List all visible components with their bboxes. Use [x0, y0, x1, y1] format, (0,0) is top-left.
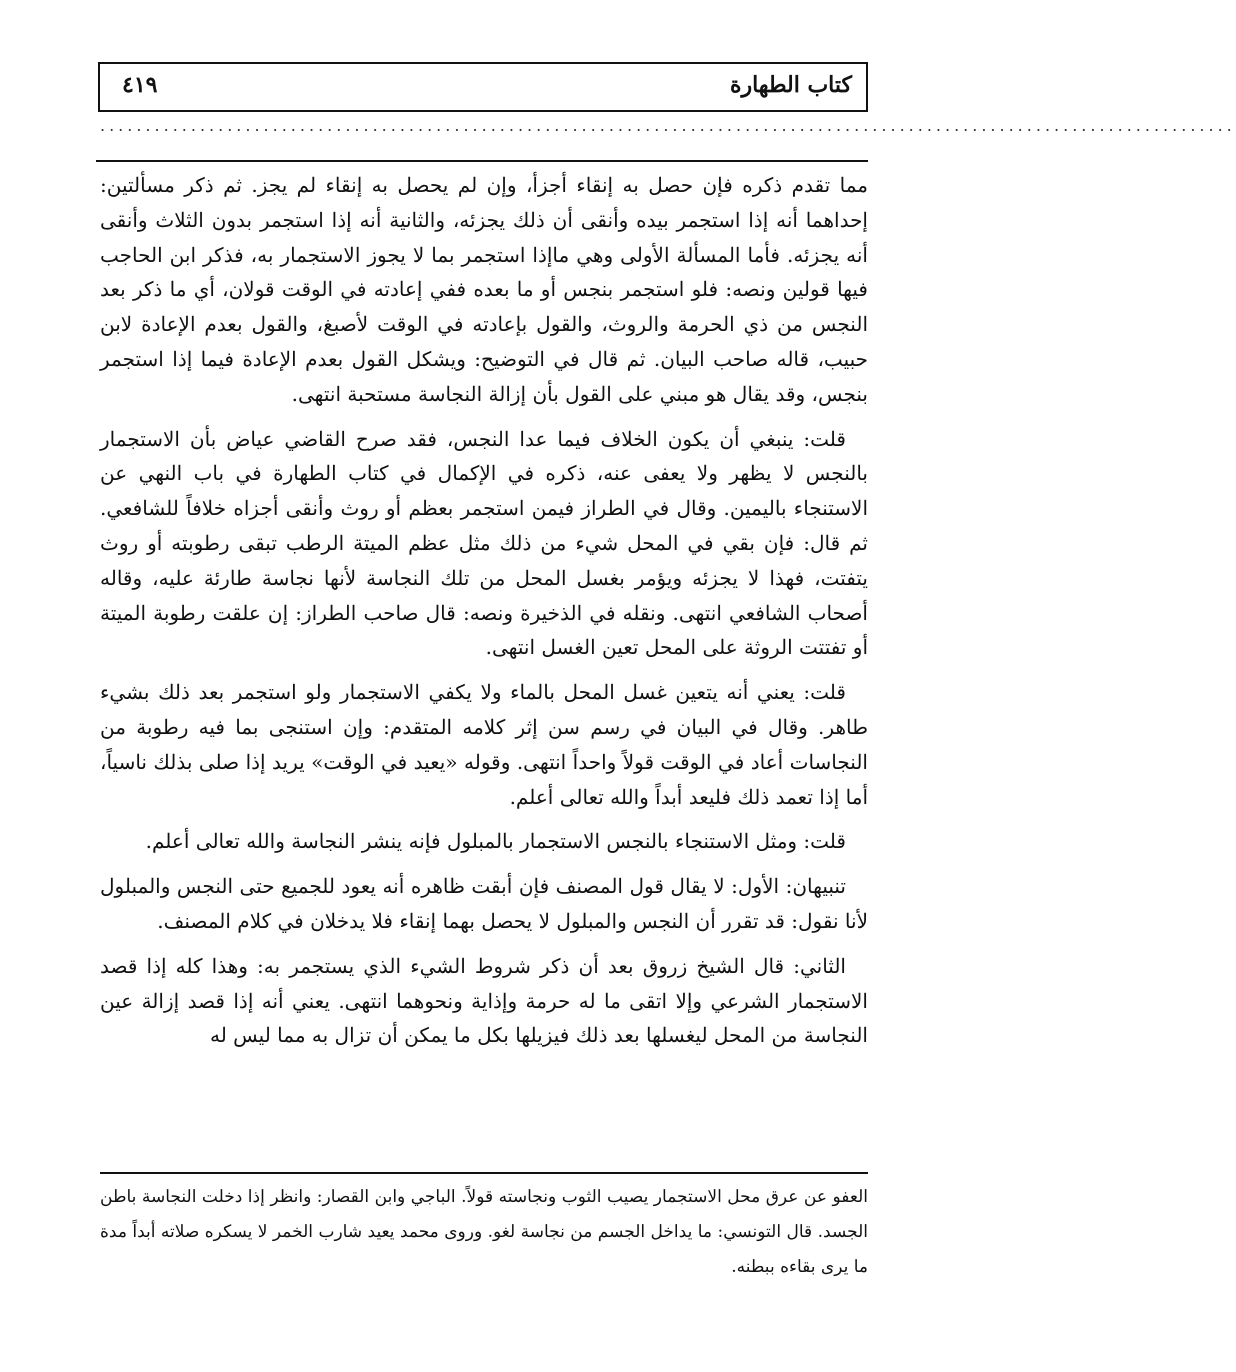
paragraph-2: قلت: ينبغي أن يكون الخلاف فيما عدا النجس، فقد صرح القاضي عياض بأن الاستجمار بالنجس لا يظهر ولا يعفى عنه، ذكره في الإكمال في كتاب الطهارة في باب النهي عن الاستنجاء باليمين. وقال في الطراز فيمن استجمر بعظم أو روث وأنقى أجزاه خلافاً للشافعي. ثم قال: فإن بقي في المحل شيء من ذلك مثل عظم الميتة الرطب تبقى رطوبته أو روث يتفتت، فهذا لا يجزئه ويؤمر بغسل المحل من تلك النجاسة لأنها نجاسة طارئة عليه، وقاله أصحاب الشافعي انتهى. ونقله في الذخيرة ونصه: قال صاحب الطراز: إن علقت رطوبة الميتة أو تفتتت الروثة على المحل تعين الغسل انتهى. [100, 426, 868, 660]
paragraph-4: قلت: ومثل الاستنجاء بالنجس الاستجمار بالمبلول فإنه ينشر النجاسة والله تعالى أعلم. [145, 829, 846, 854]
page-number: ٤١٩ [122, 72, 158, 98]
paragraph-5: تنبيهان: الأول: لا يقال قول المصنف فإن أبقت ظاهره أنه يعود للجميع حتى النجس والمبلول لأنا نقول: قد تقرر أن النجس والمبلول لا يحصل بهما إنقاء فلا يدخلان في كلام المصنف. [100, 874, 868, 933]
running-header [98, 62, 868, 112]
top-divider [96, 160, 868, 162]
chapter-title: كتاب الطهارة [729, 72, 852, 98]
dotted-separator: ............................................................................................................................. [100, 116, 1236, 135]
paragraph-6: الثاني: قال الشيخ زروق بعد أن ذكر شروط الشيء الذي يستجمر به: وهذا كله إذا قصد الاستجمار الشرعي وإلا اتقى ما له حرمة وإذاية ونحوهما انتهى. يعني أنه إذا قصد إزالة عين النجاسة من المحل ليغسلها بعد ذلك فيزيلها بكل ما يمكن أن تزال به مما ليس له [100, 953, 868, 1048]
paragraph-3: قلت: يعني أنه يتعين غسل المحل بالماء ولا يكفي الاستجمار ولو استجمر بعد ذلك بشيء طاهر. وقال في البيان في رسم سن إثر كلامه المتقدم: وإن استنجى بما فيه رطوبة من النجاسات أعاد في الوقت قولاً واحداً انتهى. وقوله «يعيد في الوقت» يريد إذا صلى بذلك ناسياً، أما إذا تعمد ذلك فليعد أبداً والله تعالى أعلم. [100, 680, 868, 809]
main-text [100, 168, 868, 1063]
footnote-text: العفو عن عرق محل الاستجمار يصيب الثوب ونجاسته قولاً. الباجي وابن القصار: وانظر إذا دخلت النجاسة باطن الجسد. قال التونسي: ما يداخل الجسم من نجاسة لغو. وروى محمد يعيد شارب الخمر لا يسكره صلاته أبداً مدة ما يرى بقاءه ببطنه. [100, 1187, 868, 1277]
footnote [100, 1180, 868, 1285]
paragraph-1: مما تقدم ذكره فإن حصل به إنقاء أجزأ، وإن لم يحصل به إنقاء لم يجز. ثم ذكر مسألتين: إحداهما أنه إذا استجمر بيده وأنقى أن ذلك يجزئه، والثانية أنه إذا استجمر بدون الثلاث وأنقى أنه يجزئه. فأما المسألة الأولى وهي ماإذا استجمر بما لا يجوز الاستجمار به، فذكر ابن الحاجب فيها قولين ونصه: فلو استجمر بنجس أو ما بعده ففي إعادته في الوقت قولان، أي ما ذكر بعد النجس من ذي الحرمة والروث، والقول بإعادته في الوقت لأصبغ، والقول بعدم الإعادة لابن حبيب، قاله صاحب البيان. ثم قال في التوضيح: ويشكل القول بعدم الإعادة فيما إذا استجمر بنجس، وقد يقال هو مبني على القول بأن إزالة النجاسة مستحبة انتهى. [100, 173, 868, 406]
footnote-divider [100, 1172, 868, 1174]
